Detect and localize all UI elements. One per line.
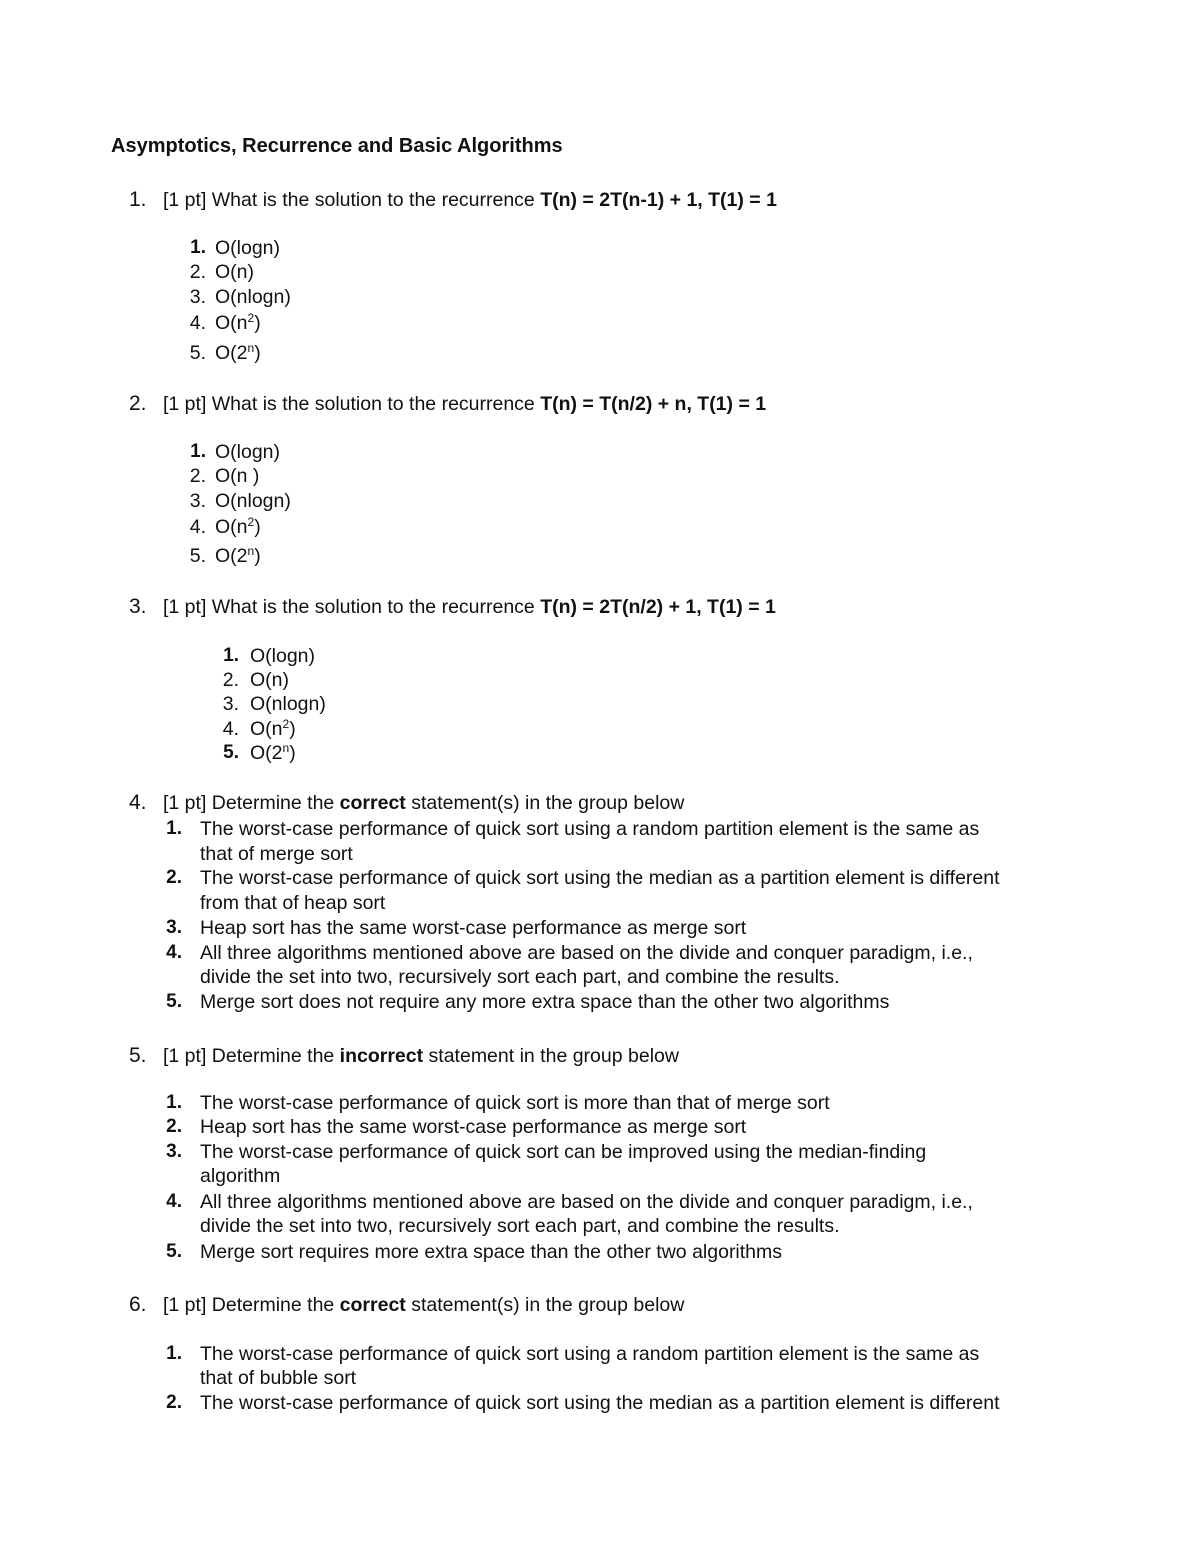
question-number: 2. bbox=[129, 392, 147, 415]
option-text: O(2$^n$) bbox=[250, 741, 296, 764]
option-text: O(logn) bbox=[215, 441, 281, 463]
question-text: [1 pt] What is the solution to the recurrence T(n) = 2T(n-1) + 1, T(1) = 1 bbox=[163, 189, 777, 211]
option-text: Heap sort has the same worst-case performance as merge sort bbox=[200, 917, 747, 939]
question-number: 5. bbox=[129, 1044, 147, 1067]
option-number: 4. bbox=[166, 942, 182, 963]
question-number: 3. bbox=[129, 595, 147, 618]
option-text: O(n) bbox=[250, 669, 289, 691]
page-title: Asymptotics, Recurrence and Basic Algorithms bbox=[111, 135, 563, 157]
option-text: $O(n^2)$ bbox=[215, 311, 261, 334]
option-text: The worst-case performance of quick sort using a random partition element is the same as bbox=[200, 818, 980, 840]
option-number: 1. bbox=[190, 237, 206, 258]
option-number: 1. bbox=[190, 441, 206, 462]
option-number: 2. bbox=[189, 465, 206, 487]
option-number: 4. bbox=[189, 312, 206, 334]
option-text: O(2$^n$) bbox=[215, 544, 261, 567]
option-text: The worst-case performance of quick sort can be improved using the median-finding bbox=[200, 1141, 927, 1163]
question-text: [1 pt] What is the solution to the recurrence T(n) = T(n/2) + n, T(1) = 1 bbox=[163, 393, 767, 415]
question-text: [1 pt] Determine the correct statement(s) in the group below bbox=[163, 1294, 685, 1316]
option-number: 5. bbox=[189, 545, 206, 567]
option-text: The worst-case performance of quick sort using the median as a partition element is different bbox=[200, 1392, 1000, 1414]
option-text-continued: divide the set into two, recursively sort each part, and combine the results. bbox=[200, 1215, 840, 1237]
option-number: 2. bbox=[166, 867, 182, 888]
option-text: O(logn) bbox=[250, 645, 316, 667]
option-number: 5. bbox=[166, 1241, 182, 1262]
option-number: 3. bbox=[189, 286, 206, 308]
option-text-continued: divide the set into two, recursively sort each part, and combine the results. bbox=[200, 966, 840, 988]
option-text-continued: algorithm bbox=[200, 1165, 281, 1187]
option-number: 5. bbox=[166, 991, 182, 1012]
question-number: 6. bbox=[129, 1293, 147, 1316]
option-text: Merge sort does not require any more extra space than the other two algorithms bbox=[200, 991, 890, 1013]
option-text: All three algorithms mentioned above are based on the divide and conquer paradigm, i.e., bbox=[200, 942, 973, 964]
option-text: O(n) bbox=[215, 261, 254, 283]
option-number: 2. bbox=[166, 1392, 182, 1413]
option-number: 2. bbox=[166, 1116, 182, 1137]
option-text: Heap sort has the same worst-case performance as merge sort bbox=[200, 1116, 747, 1138]
option-number: 5. bbox=[189, 342, 206, 364]
option-number: 1. bbox=[166, 1343, 182, 1364]
option-text: O(n ) bbox=[215, 465, 260, 487]
option-text-continued: that of bubble sort bbox=[200, 1367, 357, 1389]
option-text: Merge sort requires more extra space than the other two algorithms bbox=[200, 1241, 783, 1263]
option-number: 1. bbox=[223, 645, 239, 666]
option-number: 4. bbox=[166, 1191, 182, 1212]
option-text: The worst-case performance of quick sort is more than that of merge sort bbox=[200, 1092, 830, 1114]
option-text: All three algorithms mentioned above are based on the divide and conquer paradigm, i.e., bbox=[200, 1191, 973, 1213]
option-number: 3. bbox=[166, 1141, 182, 1162]
question-number: 4. bbox=[129, 791, 147, 814]
option-number: 5. bbox=[223, 742, 239, 763]
option-number: 4. bbox=[222, 718, 239, 740]
option-text: O(nlogn) bbox=[215, 286, 291, 308]
option-number: 4. bbox=[189, 516, 206, 538]
option-number: 3. bbox=[166, 917, 182, 938]
option-text: O(logn) bbox=[215, 237, 281, 259]
option-number: 1. bbox=[166, 1092, 182, 1113]
option-text: The worst-case performance of quick sort using the median as a partition element is different bbox=[200, 867, 1000, 889]
option-text: O(nlogn) bbox=[215, 490, 291, 512]
option-number: 3. bbox=[189, 490, 206, 512]
option-number: 2. bbox=[222, 669, 239, 691]
option-text: The worst-case performance of quick sort using a random partition element is the same as bbox=[200, 1343, 980, 1365]
question-text: [1 pt] What is the solution to the recurrence T(n) = 2T(n/2) + 1, T(1) = 1 bbox=[163, 596, 776, 618]
option-text-continued: from that of heap sort bbox=[200, 892, 386, 914]
question-text: [1 pt] Determine the correct statement(s) in the group below bbox=[163, 792, 685, 814]
option-number: 2. bbox=[189, 261, 206, 283]
question-number: 1. bbox=[129, 188, 147, 211]
option-text: $O(n^2)$ bbox=[250, 717, 296, 740]
option-text: $O(n^2)$ bbox=[215, 515, 261, 538]
option-text-continued: that of merge sort bbox=[200, 843, 353, 865]
option-text: O(nlogn) bbox=[250, 693, 326, 715]
option-number: 1. bbox=[166, 818, 182, 839]
option-text: O(2$^n$) bbox=[215, 341, 261, 364]
question-text: [1 pt] Determine the incorrect statement in the group below bbox=[163, 1045, 679, 1067]
option-number: 3. bbox=[222, 693, 239, 715]
